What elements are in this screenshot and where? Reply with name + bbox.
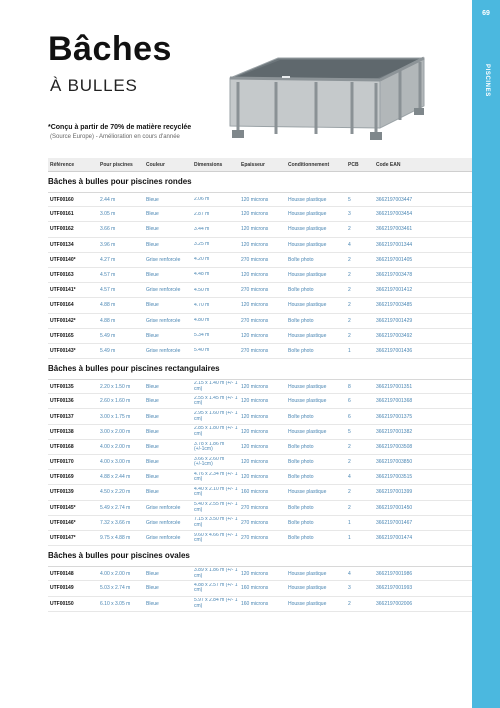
table-row <box>48 394 472 409</box>
cell-pcb: 2 <box>348 489 351 496</box>
cell-pool-size: 5.49 m <box>100 332 116 339</box>
cell-color: Bleue <box>146 226 159 233</box>
table-row <box>48 268 472 283</box>
cell-dimensions: 4.88 x 2.57 m (+/- 1 cm) <box>194 583 238 594</box>
cell-color: Bleue <box>146 241 159 248</box>
column-header-color: Couleur <box>146 161 165 168</box>
section-side-label: PISCINES <box>484 64 490 97</box>
cell-reference: UTF00141* <box>50 287 76 294</box>
cell-ean: 3662197002006 <box>376 600 413 607</box>
table-row <box>48 516 472 531</box>
cell-color: Bleue <box>146 459 159 466</box>
cell-pcb: 3 <box>348 585 351 592</box>
cell-packaging: Boîte photo <box>288 504 314 511</box>
table-row <box>48 283 472 298</box>
cell-packaging: Boîte photo <box>288 256 314 263</box>
cell-thickness: 120 microns <box>241 302 269 309</box>
cell-dimensions: 2.55 x 1.45 m (+/- 1 cm) <box>194 395 238 407</box>
table-row <box>48 597 472 612</box>
cell-color: Bleue <box>146 474 159 481</box>
column-header-packaging: Conditionnement <box>288 161 330 168</box>
cell-thickness: 120 microns <box>241 383 269 390</box>
cell-ean: 3662197001375 <box>376 413 413 420</box>
table-row <box>48 470 472 485</box>
cell-thickness: 120 microns <box>241 570 269 577</box>
table-row <box>48 409 472 424</box>
column-header-dimensions: Dimensions <box>194 161 223 168</box>
section-title: Bâches à bulles pour piscines rectangulaires <box>48 364 220 374</box>
cell-pool-size: 4.88 m <box>100 317 116 324</box>
cell-thickness: 270 microns <box>241 535 269 542</box>
table-row <box>48 298 472 313</box>
cell-dimensions: 7.15 x 3.50 m (+/- 1 cm) <box>194 517 238 528</box>
cell-color: Grise renforcée <box>146 317 181 324</box>
cell-reference: UTF00164 <box>50 302 74 309</box>
cell-pcb: 6 <box>348 398 351 405</box>
cell-reference: UTF00161 <box>50 211 74 218</box>
cell-pcb: 5 <box>348 196 351 203</box>
table-row <box>48 485 472 500</box>
cell-reference: UTF00170 <box>50 459 74 466</box>
cell-pool-size: 7.32 x 3.66 m <box>100 519 131 526</box>
side-bar <box>472 0 500 708</box>
cell-dimensions: 4.48 m <box>194 272 210 278</box>
cell-thickness: 270 microns <box>241 519 269 526</box>
cell-reference: UTF00145* <box>50 504 76 511</box>
cell-pcb: 2 <box>348 302 351 309</box>
cell-ean: 3662197003508 <box>376 443 413 450</box>
cell-thickness: 120 microns <box>241 413 269 420</box>
cell-ean: 3662197001344 <box>376 241 413 248</box>
cell-reference: UTF00134 <box>50 241 74 248</box>
cell-thickness: 120 microns <box>241 226 269 233</box>
cell-packaging: Boîte photo <box>288 347 314 354</box>
page-subtitle: À BULLES <box>50 76 138 95</box>
cell-pool-size: 4.00 x 3.00 m <box>100 459 131 466</box>
cell-dimensions: 4.50 m <box>194 287 210 293</box>
cell-pcb: 2 <box>348 317 351 324</box>
cell-dimensions: 2.85 x 1.80 m (+/- 1 cm) <box>194 426 238 437</box>
cell-dimensions: 4.76 x 2.34 m (+/- 1 cm) <box>194 471 238 483</box>
cell-pcb: 2 <box>348 600 351 607</box>
cell-thickness: 120 microns <box>241 272 269 279</box>
cell-color: Grise renforcée <box>146 256 181 263</box>
cell-ean: 3662197003492 <box>376 332 413 339</box>
cell-pcb: 1 <box>348 535 351 542</box>
cell-packaging: Housse plastique <box>288 272 327 279</box>
table-row <box>48 455 472 470</box>
cell-thickness: 120 microns <box>241 443 269 450</box>
cell-thickness: 120 microns <box>241 474 269 481</box>
cell-color: Bleue <box>146 585 159 592</box>
cell-ean: 3662197001351 <box>376 383 413 390</box>
cell-reference: UTF00137 <box>50 413 74 420</box>
cell-pcb: 2 <box>348 459 351 466</box>
recycled-note: *Conçu à partir de 70% de matière recyclée <box>48 124 192 131</box>
cell-ean: 3662197003850 <box>376 459 413 466</box>
recycled-note-source: (Source Europe) - Amélioration en cours d'année <box>50 134 180 140</box>
cell-pool-size: 6.10 x 3.05 m <box>100 600 131 607</box>
cell-ean: 3662197001399 <box>376 489 413 496</box>
cell-thickness: 120 microns <box>241 211 269 218</box>
cell-packaging: Boîte photo <box>288 287 314 294</box>
table-row <box>48 379 472 394</box>
cell-dimensions: 9.60 x 4.66 m (+/- 1 cm) <box>194 532 238 544</box>
cell-pcb: 4 <box>348 474 351 481</box>
cell-pool-size: 3.00 x 1.75 m <box>100 413 131 420</box>
section-title: Bâches à bulles pour piscines rondes <box>48 177 192 186</box>
cell-pool-size: 5.49 m <box>100 347 116 354</box>
column-header-thickness: Épaisseur <box>241 161 265 168</box>
cell-thickness: 270 microns <box>241 347 269 354</box>
cell-color: Bleue <box>146 302 159 309</box>
cell-ean: 3662197001405 <box>376 256 413 263</box>
cell-ean: 3662197001436 <box>376 347 413 354</box>
table-row <box>48 566 472 581</box>
cell-pool-size: 3.05 m <box>100 211 116 218</box>
cell-color: Grise renforcée <box>146 519 181 526</box>
cell-reference: UTF00168 <box>50 443 74 450</box>
column-header-pcb: PCB <box>348 161 359 168</box>
cell-dimensions: 4.70 m <box>194 302 210 308</box>
cell-reference: UTF00150 <box>50 600 74 607</box>
table-row <box>48 440 472 455</box>
cell-ean: 3662197003515 <box>376 474 413 481</box>
cell-ean: 3662197003454 <box>376 211 413 218</box>
cell-dimensions: 4.20 m <box>194 257 210 263</box>
table-row <box>48 192 472 207</box>
cell-color: Bleue <box>146 413 159 420</box>
cell-ean: 3662197003485 <box>376 302 413 309</box>
cell-color: Bleue <box>146 211 159 218</box>
table-row <box>48 425 472 440</box>
cell-pcb: 5 <box>348 428 351 435</box>
page-number: 69 <box>482 10 490 17</box>
cell-packaging: Boîte photo <box>288 535 314 542</box>
cell-packaging: Boîte photo <box>288 413 314 420</box>
cell-pcb: 2 <box>348 272 351 279</box>
cell-reference: UTF00138 <box>50 428 74 435</box>
cell-color: Grise renforcée <box>146 287 181 294</box>
cell-dimensions: 2.15 x 1.40 m (+/- 1 cm) <box>194 381 238 392</box>
cell-color: Bleue <box>146 332 159 339</box>
cell-dimensions: 4.80 m <box>194 317 210 323</box>
table-row <box>48 501 472 516</box>
cell-pool-size: 5.03 x 2.74 m <box>100 585 131 592</box>
cell-reference: UTF00136 <box>50 398 74 405</box>
cell-packaging: Housse plastique <box>288 489 327 496</box>
cell-color: Grise renforcée <box>146 347 181 354</box>
page-title: Bâches <box>48 30 172 68</box>
cell-color: Bleue <box>146 196 159 203</box>
cell-packaging: Housse plastique <box>288 241 327 248</box>
cell-reference: UTF00160 <box>50 196 74 203</box>
cell-pool-size: 4.88 m <box>100 302 116 309</box>
cell-ean: 3662197003447 <box>376 196 413 203</box>
cell-thickness: 270 microns <box>241 317 269 324</box>
cell-packaging: Boîte photo <box>288 459 314 466</box>
cell-color: Bleue <box>146 428 159 435</box>
cell-pool-size: 4.88 x 2.44 m <box>100 474 131 481</box>
section-title: Bâches à bulles pour piscines ovales <box>48 551 190 561</box>
cell-dimensions: 2.06 m <box>194 196 210 202</box>
cell-packaging: Housse plastique <box>288 302 327 309</box>
cell-pool-size: 3.96 m <box>100 241 116 248</box>
cell-dimensions: 3.78 x 1.86 m (+/-1cm) <box>194 441 225 452</box>
column-header-ean: Code EAN <box>376 161 401 168</box>
cell-color: Grise renforcée <box>146 535 181 542</box>
cell-dimensions: 3.25 m <box>194 241 210 247</box>
column-header-reference: Référence <box>50 161 75 168</box>
cell-reference: UTF00140* <box>50 256 76 263</box>
cell-ean: 3662197001467 <box>376 519 413 526</box>
cell-ean: 3662197001412 <box>376 287 413 294</box>
cell-reference: UTF00162 <box>50 226 74 233</box>
cell-thickness: 120 microns <box>241 196 269 203</box>
cell-reference: UTF00135 <box>50 383 74 390</box>
cell-pcb: 2 <box>348 332 351 339</box>
cell-packaging: Housse plastique <box>288 428 327 435</box>
cell-pool-size: 4.00 x 2.00 m <box>100 443 131 450</box>
cell-pcb: 4 <box>348 570 351 577</box>
cell-pool-size: 4.57 m <box>100 272 116 279</box>
product-table <box>48 158 472 612</box>
cell-thickness: 120 microns <box>241 398 269 405</box>
cell-packaging: Housse plastique <box>288 332 327 339</box>
cell-thickness: 160 microns <box>241 489 269 496</box>
cell-packaging: Housse plastique <box>288 211 327 218</box>
cell-packaging: Boîte photo <box>288 474 314 481</box>
table-sections <box>48 172 472 612</box>
cell-dimensions: 2.95 x 1.60 m (+/- 1 cm) <box>194 411 238 422</box>
cell-packaging: Boîte photo <box>288 443 314 450</box>
table-header <box>48 158 472 172</box>
cell-ean: 3662197001986 <box>376 570 413 577</box>
cell-pool-size: 2.44 m <box>100 196 116 203</box>
cell-thickness: 160 microns <box>241 600 269 607</box>
cell-reference: UTF00142* <box>50 317 76 324</box>
cell-ean: 3662197001368 <box>376 398 413 405</box>
cell-pool-size: 2.60 x 1.60 m <box>100 398 131 405</box>
cell-color: Bleue <box>146 398 159 405</box>
cell-pcb: 2 <box>348 443 351 450</box>
cell-dimensions: 2.87 m <box>194 211 210 217</box>
cell-color: Bleue <box>146 272 159 279</box>
table-row <box>48 531 472 546</box>
cell-pool-size: 5.49 x 2.74 m <box>100 504 131 511</box>
table-row <box>48 222 472 237</box>
cell-pool-size: 9.75 x 4.88 m <box>100 535 131 542</box>
cell-dimensions: 5.97 x 2.84 m (+/- 1 cm) <box>194 598 238 609</box>
cell-dimensions: 3.44 m <box>194 226 210 232</box>
cell-packaging: Housse plastique <box>288 398 327 405</box>
cell-pcb: 2 <box>348 287 351 294</box>
cell-ean: 3662197003478 <box>376 272 413 279</box>
table-row <box>48 344 472 359</box>
cell-reference: UTF00146* <box>50 519 76 526</box>
table-row <box>48 238 472 253</box>
table-row <box>48 253 472 268</box>
cell-packaging: Housse plastique <box>288 226 327 233</box>
cell-ean: 3662197001382 <box>376 428 413 435</box>
cell-dimensions: 5.34 m <box>194 333 210 339</box>
cell-pcb: 4 <box>348 241 351 248</box>
table-row <box>48 329 472 344</box>
cell-pool-size: 4.57 m <box>100 287 116 294</box>
cell-packaging: Boîte photo <box>288 519 314 526</box>
cell-pool-size: 3.66 m <box>100 226 116 233</box>
cell-pcb: 6 <box>348 413 351 420</box>
cell-pool-size: 4.27 m <box>100 256 116 263</box>
cell-pcb: 3 <box>348 211 351 218</box>
cell-reference: UTF00139 <box>50 489 74 496</box>
cell-pcb: 1 <box>348 519 351 526</box>
cell-color: Grise renforcée <box>146 504 181 511</box>
table-row <box>48 581 472 596</box>
cell-color: Bleue <box>146 489 159 496</box>
cell-reference: UTF00149 <box>50 585 74 592</box>
cell-ean: 3662197001429 <box>376 317 413 324</box>
cell-color: Bleue <box>146 383 159 390</box>
cell-reference: UTF00165 <box>50 332 74 339</box>
cell-reference: UTF00147* <box>50 535 76 542</box>
cell-ean: 3662197001474 <box>376 535 413 542</box>
cell-color: Bleue <box>146 570 159 577</box>
cell-packaging: Housse plastique <box>288 570 327 577</box>
cell-pcb: 8 <box>348 383 351 390</box>
cell-dimensions: 3.89 x 1.86 m (+/- 1 cm) <box>194 568 238 579</box>
cell-color: Bleue <box>146 600 159 607</box>
table-row <box>48 314 472 329</box>
cell-thickness: 270 microns <box>241 504 269 511</box>
cell-pool-size: 2.20 x 1.50 m <box>100 383 131 390</box>
cell-pcb: 2 <box>348 504 351 511</box>
column-header-pool-size: Pour piscines <box>100 161 133 168</box>
cell-thickness: 270 microns <box>241 256 269 263</box>
cell-dimensions: 5.40 x 2.55 m (+/- 1 cm) <box>194 502 238 513</box>
cell-dimensions: 5.40 m <box>194 348 210 354</box>
cell-ean: 3662197001993 <box>376 585 413 592</box>
pool-illustration <box>212 50 440 148</box>
cell-thickness: 160 microns <box>241 585 269 592</box>
cell-pool-size: 4.00 x 2.00 m <box>100 570 131 577</box>
cell-reference: UTF00148 <box>50 570 74 577</box>
cell-color: Bleue <box>146 443 159 450</box>
cell-pcb: 2 <box>348 256 351 263</box>
cell-reference: UTF00169 <box>50 474 74 481</box>
cell-thickness: 120 microns <box>241 332 269 339</box>
cell-pool-size: 4.50 x 2.20 m <box>100 489 131 496</box>
cell-pcb: 1 <box>348 347 351 354</box>
cell-thickness: 120 microns <box>241 241 269 248</box>
cell-pool-size: 3.00 x 2.00 m <box>100 428 131 435</box>
cell-packaging: Housse plastique <box>288 383 327 390</box>
cell-packaging: Housse plastique <box>288 196 327 203</box>
cell-pcb: 2 <box>348 226 351 233</box>
cell-thickness: 120 microns <box>241 459 269 466</box>
cell-ean: 3662197003461 <box>376 226 413 233</box>
cell-packaging: Housse plastique <box>288 585 327 592</box>
cell-dimensions: 3.66 x 2.60 m (+/-1cm) <box>194 456 225 468</box>
cell-reference: UTF00143* <box>50 347 76 354</box>
cell-reference: UTF00163 <box>50 272 74 279</box>
cell-dimensions: 4.40 x 2.10 m (+/- 1 cm) <box>194 487 238 498</box>
cell-thickness: 270 microns <box>241 287 269 294</box>
cell-thickness: 120 microns <box>241 428 269 435</box>
table-row <box>48 207 472 222</box>
cell-packaging: Boîte photo <box>288 317 314 324</box>
cell-packaging: Housse plastique <box>288 600 327 607</box>
cell-ean: 3662197001450 <box>376 504 413 511</box>
